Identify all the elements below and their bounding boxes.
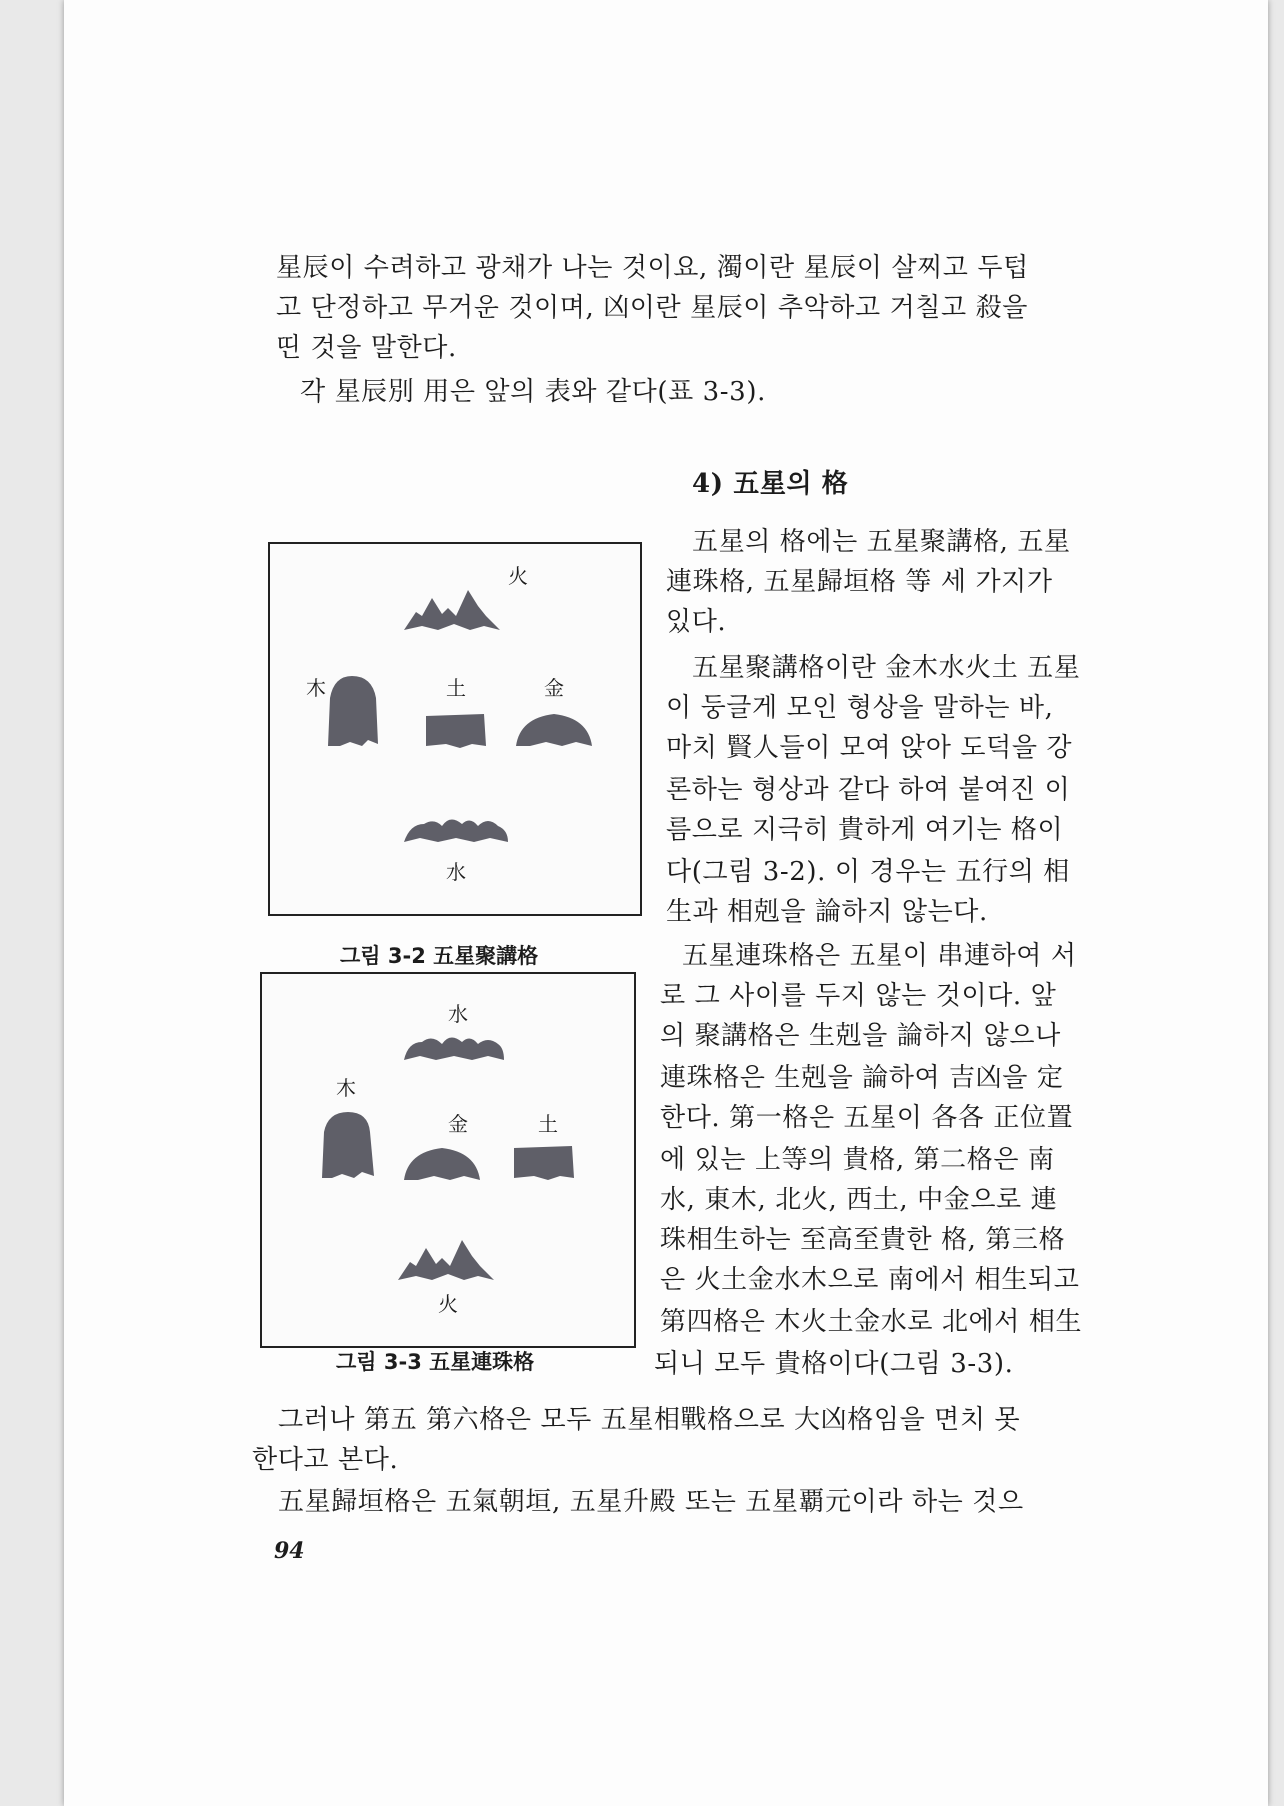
label-water: 水: [446, 860, 466, 884]
label-earth: 土: [446, 676, 466, 700]
text-line: 마치 賢人들이 모여 앉아 도덕을 강: [666, 733, 1073, 763]
text-line: 에 있는 上等의 貴格, 第二格은 南: [660, 1145, 1055, 1175]
label-wood: 木: [336, 1076, 356, 1100]
text-line: 星辰이 수려하고 광채가 나는 것이요, 濁이란 星辰이 살찌고 두텁: [276, 253, 1029, 283]
book-page: [64, 0, 1268, 1806]
text-line: 連珠格은 生剋을 論하여 吉凶을 定: [660, 1063, 1064, 1093]
text-line: 있다.: [666, 607, 727, 637]
fire-mountain-icon: [404, 586, 500, 632]
water-mountain-icon: [404, 1032, 504, 1062]
metal-mountain-icon: [404, 1146, 480, 1182]
earth-mountain-icon: [512, 1144, 574, 1180]
text-line: 그러나 第五 第六格은 모두 五星相戰格으로 大凶格임을 면치 못: [278, 1405, 1021, 1435]
text-line: 한다고 본다.: [252, 1445, 399, 1475]
section-heading: 4) 五星의 格: [692, 469, 849, 499]
text-line: 生과 相剋을 論하지 않는다.: [666, 897, 988, 927]
page-number: 94: [274, 1538, 305, 1564]
figure-3-3: [260, 972, 636, 1348]
metal-mountain-icon: [516, 712, 592, 748]
text-line: 連珠格, 五星歸垣格 等 세 가지가: [666, 567, 1053, 597]
figure-3-2: [268, 542, 642, 916]
wood-mountain-icon: [320, 1110, 374, 1180]
text-line: 름으로 지극히 貴하게 여기는 格이: [666, 815, 1064, 845]
text-line: 珠相生하는 至高至貴한 格, 第三格: [660, 1225, 1066, 1255]
text-line: 이 둥글게 모인 형상을 말하는 바,: [666, 693, 1054, 723]
water-mountain-icon: [404, 814, 508, 844]
label-fire: 火: [508, 564, 528, 588]
text-line: 띤 것을 말한다.: [276, 333, 457, 363]
text-line: 五星連珠格은 五星이 串連하여 서: [682, 941, 1077, 971]
text-line: 五星歸垣格은 五氣朝垣, 五星升殿 또는 五星覇元이라 하는 것으: [278, 1487, 1024, 1517]
label-wood: 木: [306, 676, 326, 700]
fire-mountain-icon: [398, 1236, 494, 1282]
text-line: 각 星辰別 用은 앞의 表와 같다(표 3-3).: [300, 377, 766, 407]
wood-mountain-icon: [326, 674, 378, 748]
earth-mountain-icon: [424, 712, 486, 748]
text-line: 은 火土金水木으로 南에서 相生되고: [660, 1265, 1080, 1295]
label-water: 水: [448, 1002, 468, 1026]
figure-3-3-caption: 그림 3-3 五星連珠格: [336, 1350, 535, 1374]
label-fire: 火: [438, 1292, 458, 1316]
label-metal: 金: [448, 1112, 468, 1136]
text-line: 五星의 格에는 五星聚講格, 五星: [692, 527, 1071, 557]
text-line: 水, 東木, 北火, 西土, 中金으로 連: [660, 1185, 1058, 1215]
figure-3-2-caption: 그림 3-2 五星聚講格: [340, 944, 539, 968]
text-line: 한다. 第一格은 五星이 各各 正位置: [660, 1103, 1074, 1133]
text-line: 론하는 형상과 같다 하여 붙여진 이: [666, 775, 1071, 805]
label-earth: 土: [538, 1112, 558, 1136]
text-line: 다(그림 3-2). 이 경우는 五行의 相: [666, 857, 1070, 887]
text-line: 의 聚講格은 生剋을 論하지 않으나: [660, 1021, 1061, 1051]
text-line: 고 단정하고 무거운 것이며, 凶이란 星辰이 추악하고 거칠고 殺을: [276, 293, 1028, 323]
text-line: 로 그 사이를 두지 않는 것이다. 앞: [660, 981, 1057, 1011]
text-line: 第四格은 木火土金水로 北에서 相生: [660, 1307, 1083, 1337]
text-line: 五星聚講格이란 金木水火土 五星: [692, 653, 1081, 683]
text-line: 되니 모두 貴格이다(그림 3-3).: [654, 1349, 1014, 1379]
label-metal: 金: [544, 676, 564, 700]
